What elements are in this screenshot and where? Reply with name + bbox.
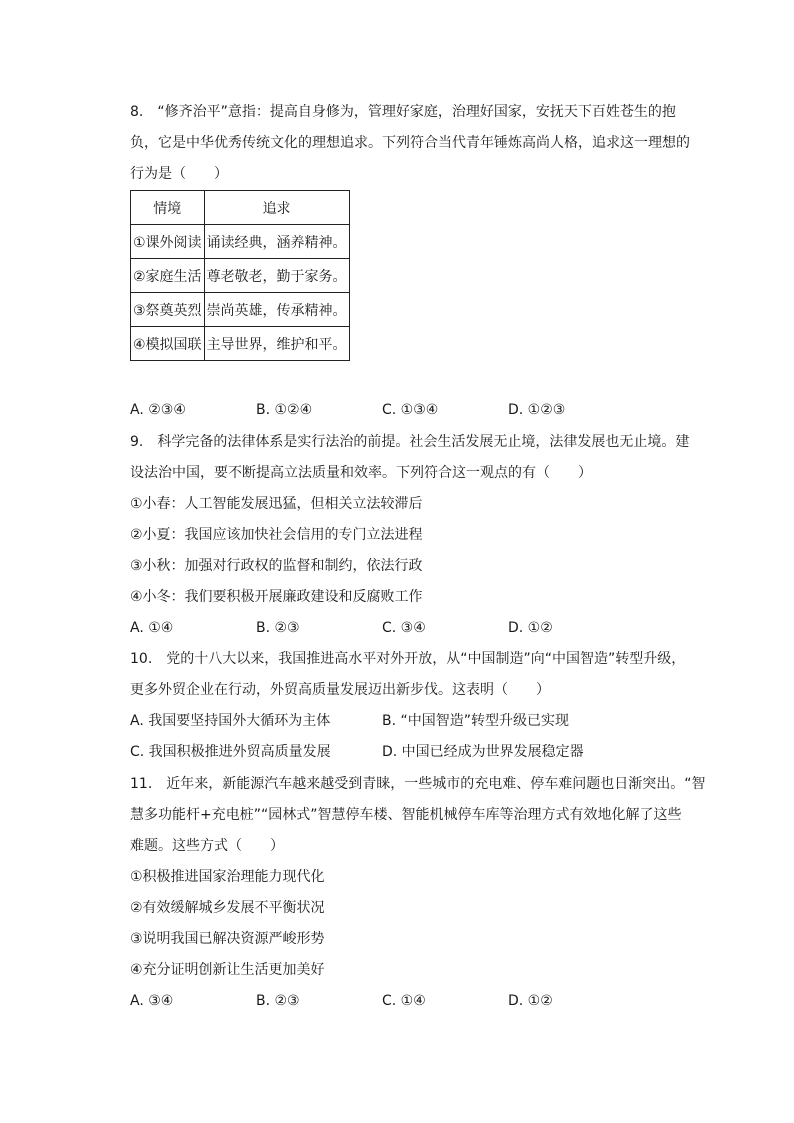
q9-stem-line-1: 9. 科学完备的法律体系是实行法治的前提。社会生活发展无止境，法律发展也无止境。建 [130, 434, 690, 450]
q10-stem-line-2: 更多外贸企业在行动，外贸高质量发展迈出新步伐。这表明（ ） [130, 682, 550, 698]
table-row [131, 293, 350, 327]
table-cell: 主导世界，维护和平。 [204, 327, 349, 361]
table-cell: ①课外阅读 [131, 225, 205, 259]
q8-option-b[interactable]: B. ①②④ [256, 402, 313, 418]
q9-option-a[interactable]: A. ①④ [130, 620, 174, 636]
q11-stem-line-3: 难题。这些方式（ ） [130, 838, 284, 854]
q10-option-d[interactable]: D. 中国已经成为世界发展稳定器 [382, 744, 584, 760]
q9-option-c[interactable]: C. ③④ [382, 620, 426, 636]
table-cell: 尊老敬老，勤于家务。 [204, 259, 349, 293]
q11-statement-2: ②有效缓解城乡发展不平衡状况 [130, 900, 325, 916]
q9-statement-4: ④小冬：我们要积极开展廉政建设和反腐败工作 [130, 589, 423, 605]
q8-stem-line-3: 行为是（ ） [130, 166, 228, 182]
q10-option-a[interactable]: A. 我国要坚持国外大循环为主体 [130, 713, 331, 729]
q11-stem-line-1: 11. 近年来，新能源汽车越来越受到青睐，一些城市的充电难、停车难问题也日渐突出。“智 [130, 776, 706, 792]
q10-option-c[interactable]: C. 我国积极推进外贸高质量发展 [130, 744, 331, 760]
q9-statement-2: ②小夏：我国应该加快社会信用的专门立法进程 [130, 527, 423, 543]
table-row [131, 225, 350, 259]
table-row [131, 327, 350, 361]
q10-option-b[interactable]: B. “中国智造”转型升级已实现 [382, 713, 570, 729]
q10-stem-line-1: 10. 党的十八大以来，我国推进高水平对外开放，从“中国制造”向“中国智造”转型升级， [130, 651, 686, 667]
q11-statement-4: ④充分证明创新让生活更加美好 [130, 962, 325, 978]
q8-option-a[interactable]: A. ②③④ [130, 402, 186, 418]
q11-statement-1: ①积极推进国家治理能力现代化 [130, 869, 325, 885]
q8-stem-line-2: 负，它是中华优秀传统文化的理想追求。下列符合当代青年锤炼高尚人格，追求这一理想的 [130, 135, 690, 151]
q9-stem-line-2: 设法治中国，要不断提高立法质量和效率。下列符合这一观点的有（ ） [130, 465, 592, 481]
table-cell: ④模拟国联 [131, 327, 205, 361]
q11-option-b[interactable]: B. ②③ [256, 993, 300, 1009]
table-cell: ②家庭生活 [131, 259, 205, 293]
table-row [131, 259, 350, 293]
q8-stem-line-1: 8. “修齐治平”意指：提高自身修为，管理好家庭，治理好国家，安抚天下百姓苍生的抱 [130, 104, 676, 120]
q8-option-c[interactable]: C. ①③④ [382, 402, 439, 418]
q11-option-d[interactable]: D. ①② [508, 993, 553, 1009]
q8-option-d[interactable]: D. ①②③ [508, 402, 566, 418]
q11-stem-line-2: 慧多功能杆+充电桩”“园林式”智慧停车楼、智能机械停车库等治理方式有效地化解了这些 [130, 807, 682, 823]
q11-statement-3: ③说明我国已解决资源严峻形势 [130, 931, 325, 947]
table-cell: 崇尚英雄，传承精神。 [204, 293, 349, 327]
q9-statement-1: ①小春：人工智能发展迅猛，但相关立法较滞后 [130, 496, 423, 512]
table-cell: 诵读经典，涵养精神。 [204, 225, 349, 259]
q8-table [130, 190, 350, 361]
q11-option-a[interactable]: A. ③④ [130, 993, 174, 1009]
q9-statement-3: ③小秋：加强对行政权的监督和制约，依法行政 [130, 558, 423, 574]
q11-option-c[interactable]: C. ①④ [382, 993, 426, 1009]
table-cell: ③祭奠英烈 [131, 293, 205, 327]
q9-option-d[interactable]: D. ①② [508, 620, 553, 636]
table-header-scenario: 情境 [131, 191, 205, 225]
q9-option-b[interactable]: B. ②③ [256, 620, 300, 636]
table-header-pursuit: 追求 [204, 191, 349, 225]
table-header-row [131, 191, 350, 225]
